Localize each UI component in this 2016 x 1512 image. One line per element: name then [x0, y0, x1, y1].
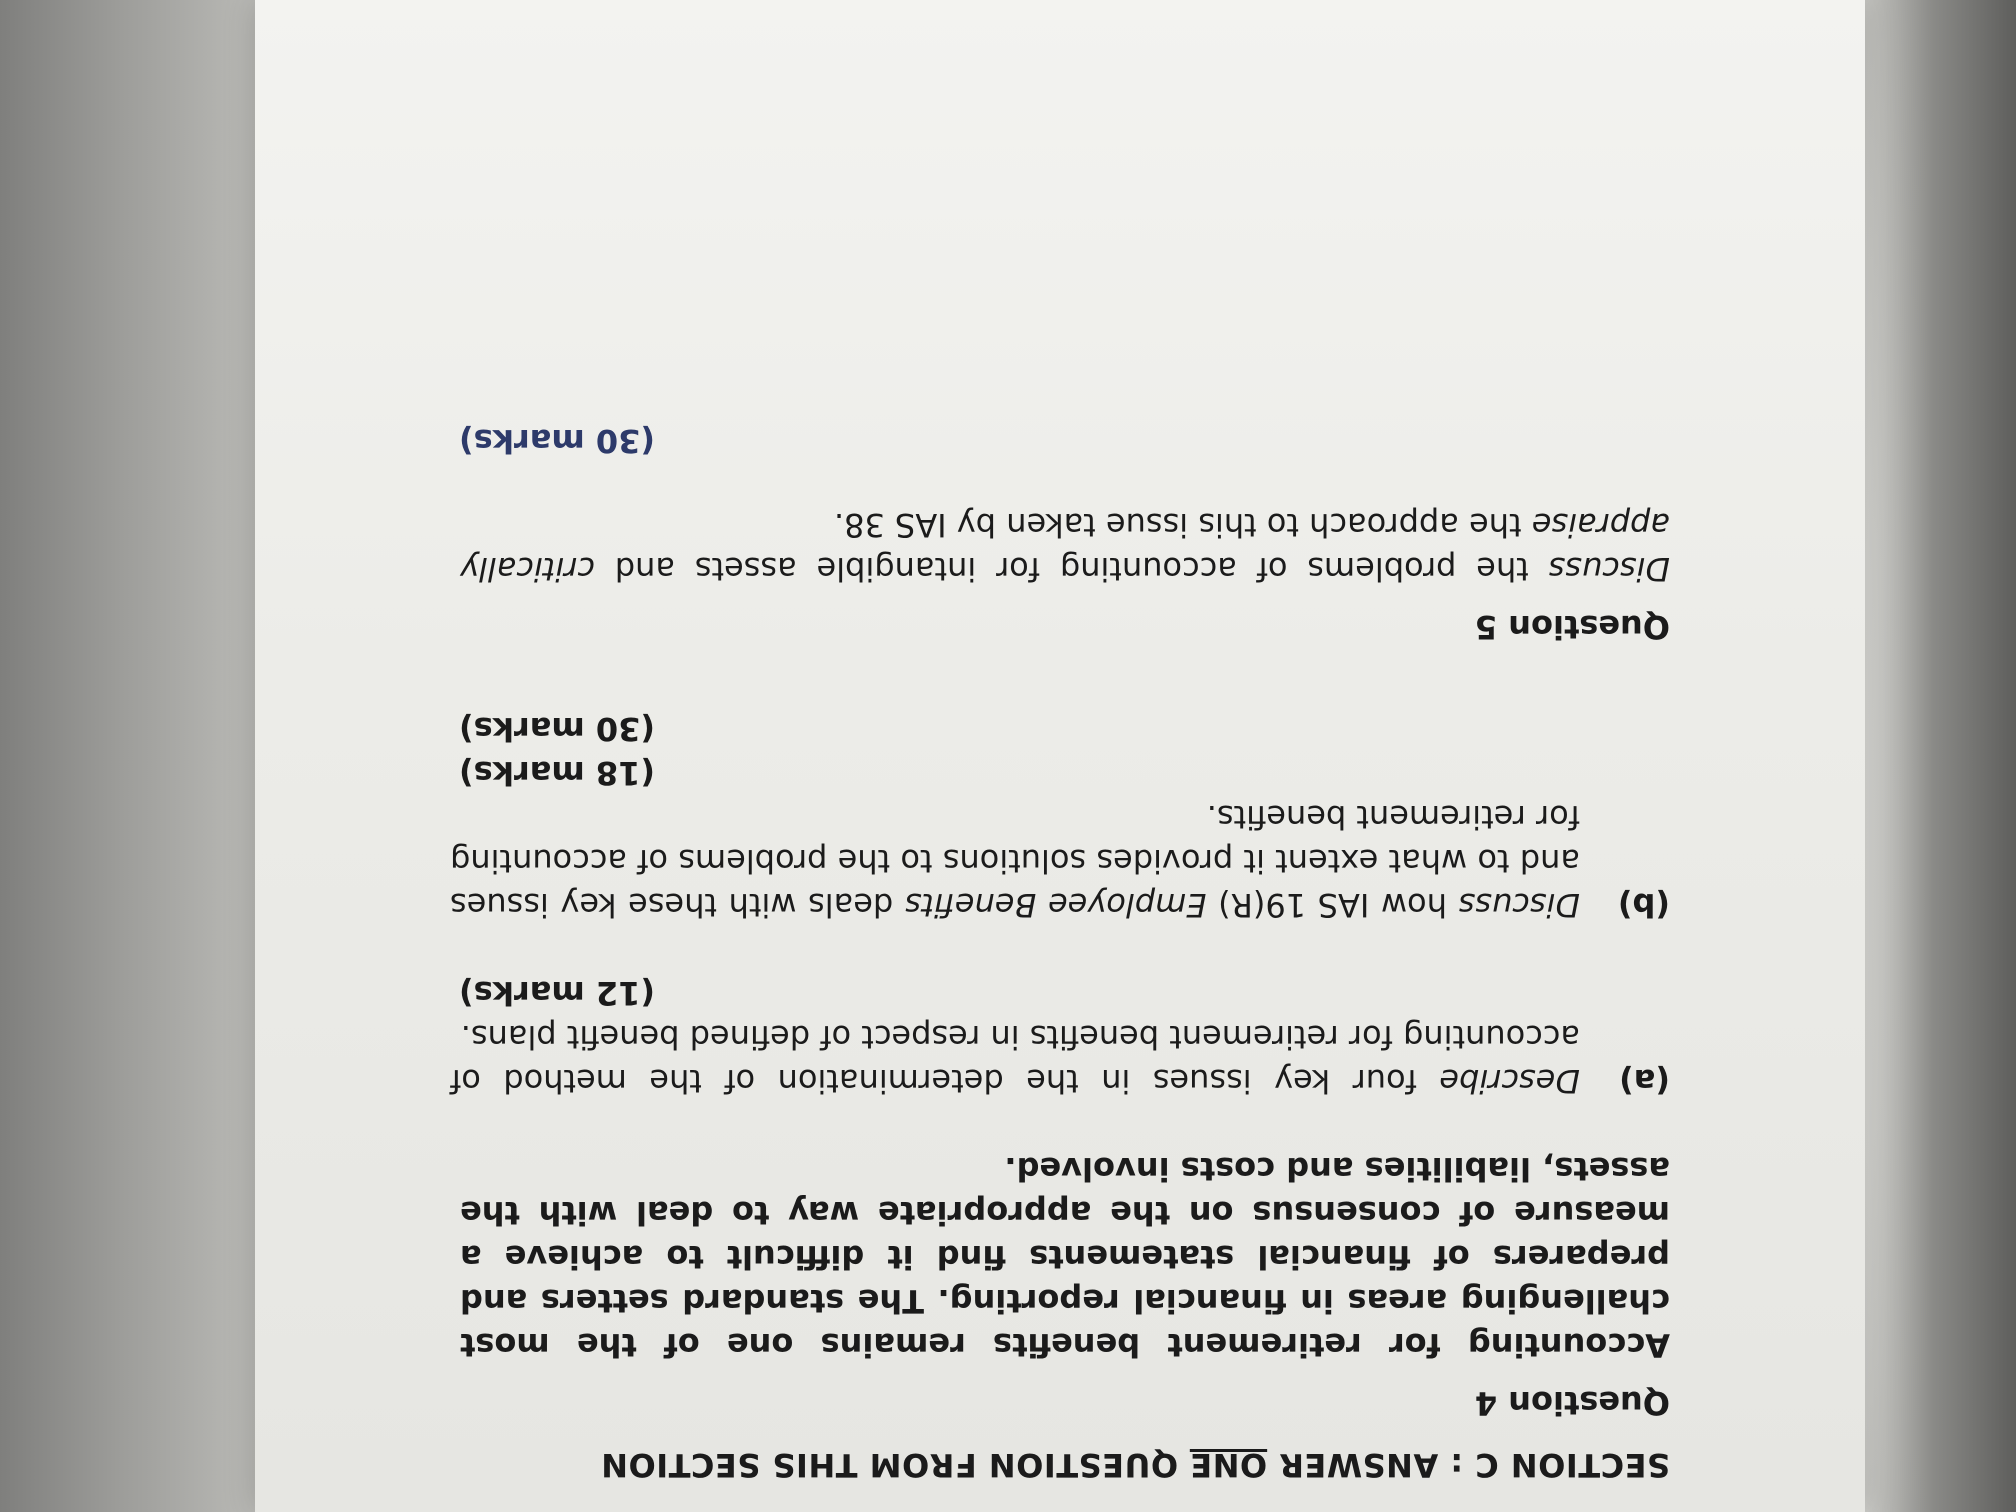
photo-right-shadow — [1866, 0, 2016, 1512]
part-b-label: (b) — [1617, 886, 1670, 924]
question-5-body-2: the approach to this issue taken by IAS 38. — [833, 506, 1532, 544]
part-a-marks: (12 marks) — [459, 974, 655, 1012]
question-5-text — [460, 503, 1670, 591]
part-a-text — [440, 1015, 1580, 1103]
part-b-body-1: how IAS 19(R) — [1206, 886, 1459, 924]
question-4-part-a — [440, 1015, 1670, 1103]
exam-content-upside-down — [440, 135, 1670, 1495]
part-b-marks: (18 marks) — [459, 754, 655, 792]
question-5-heading: Question 5 — [1474, 608, 1670, 646]
section-title — [440, 1443, 1670, 1487]
part-a-verb: Describe — [1439, 1062, 1580, 1100]
part-b-text — [440, 795, 1580, 927]
question-4-total-marks: (30 marks) — [459, 710, 655, 748]
section-title-suffix: QUESTION FROM THIS SECTION — [600, 1446, 1190, 1484]
question-4-intro: Accounting for retirement benefits remains one of the most challenging areas in financial reporting. The standard setters and preparers of financial statements find it difficult to achieve a measure of consensus on the appropriate way to deal with the assets, liabilities and costs involved. — [460, 1150, 1670, 1364]
photo-left-shadow — [0, 0, 270, 1512]
part-a-body: four key issues in the determination of the method of accounting for retirement benefits in respect of defined benefit plans. — [450, 1018, 1580, 1100]
spacer — [440, 667, 1670, 707]
part-b-verb: Discuss — [1458, 886, 1580, 924]
question-5-verb-2: critically appraise — [460, 506, 1670, 588]
part-b-body-2: deals with these key issues and to what extent it provides solutions to the problems of accounting for retirement benefits. — [449, 798, 1580, 924]
section-title-emphasis: ONE — [1189, 1446, 1268, 1484]
part-b-standard-title: Employee Benefits — [904, 886, 1207, 924]
question-5-verb-1: Discuss — [1548, 550, 1670, 588]
section-title-prefix: SECTION C : ANSWER — [1267, 1446, 1670, 1484]
question-5-body-1: the problems of accounting for intangible assets and — [595, 550, 1549, 588]
question-4-heading: Question 4 — [1474, 1384, 1670, 1422]
part-a-label: (a) — [1619, 1062, 1670, 1100]
question-5-marks: (30 marks) — [459, 422, 655, 460]
question-4-part-b — [440, 795, 1670, 927]
